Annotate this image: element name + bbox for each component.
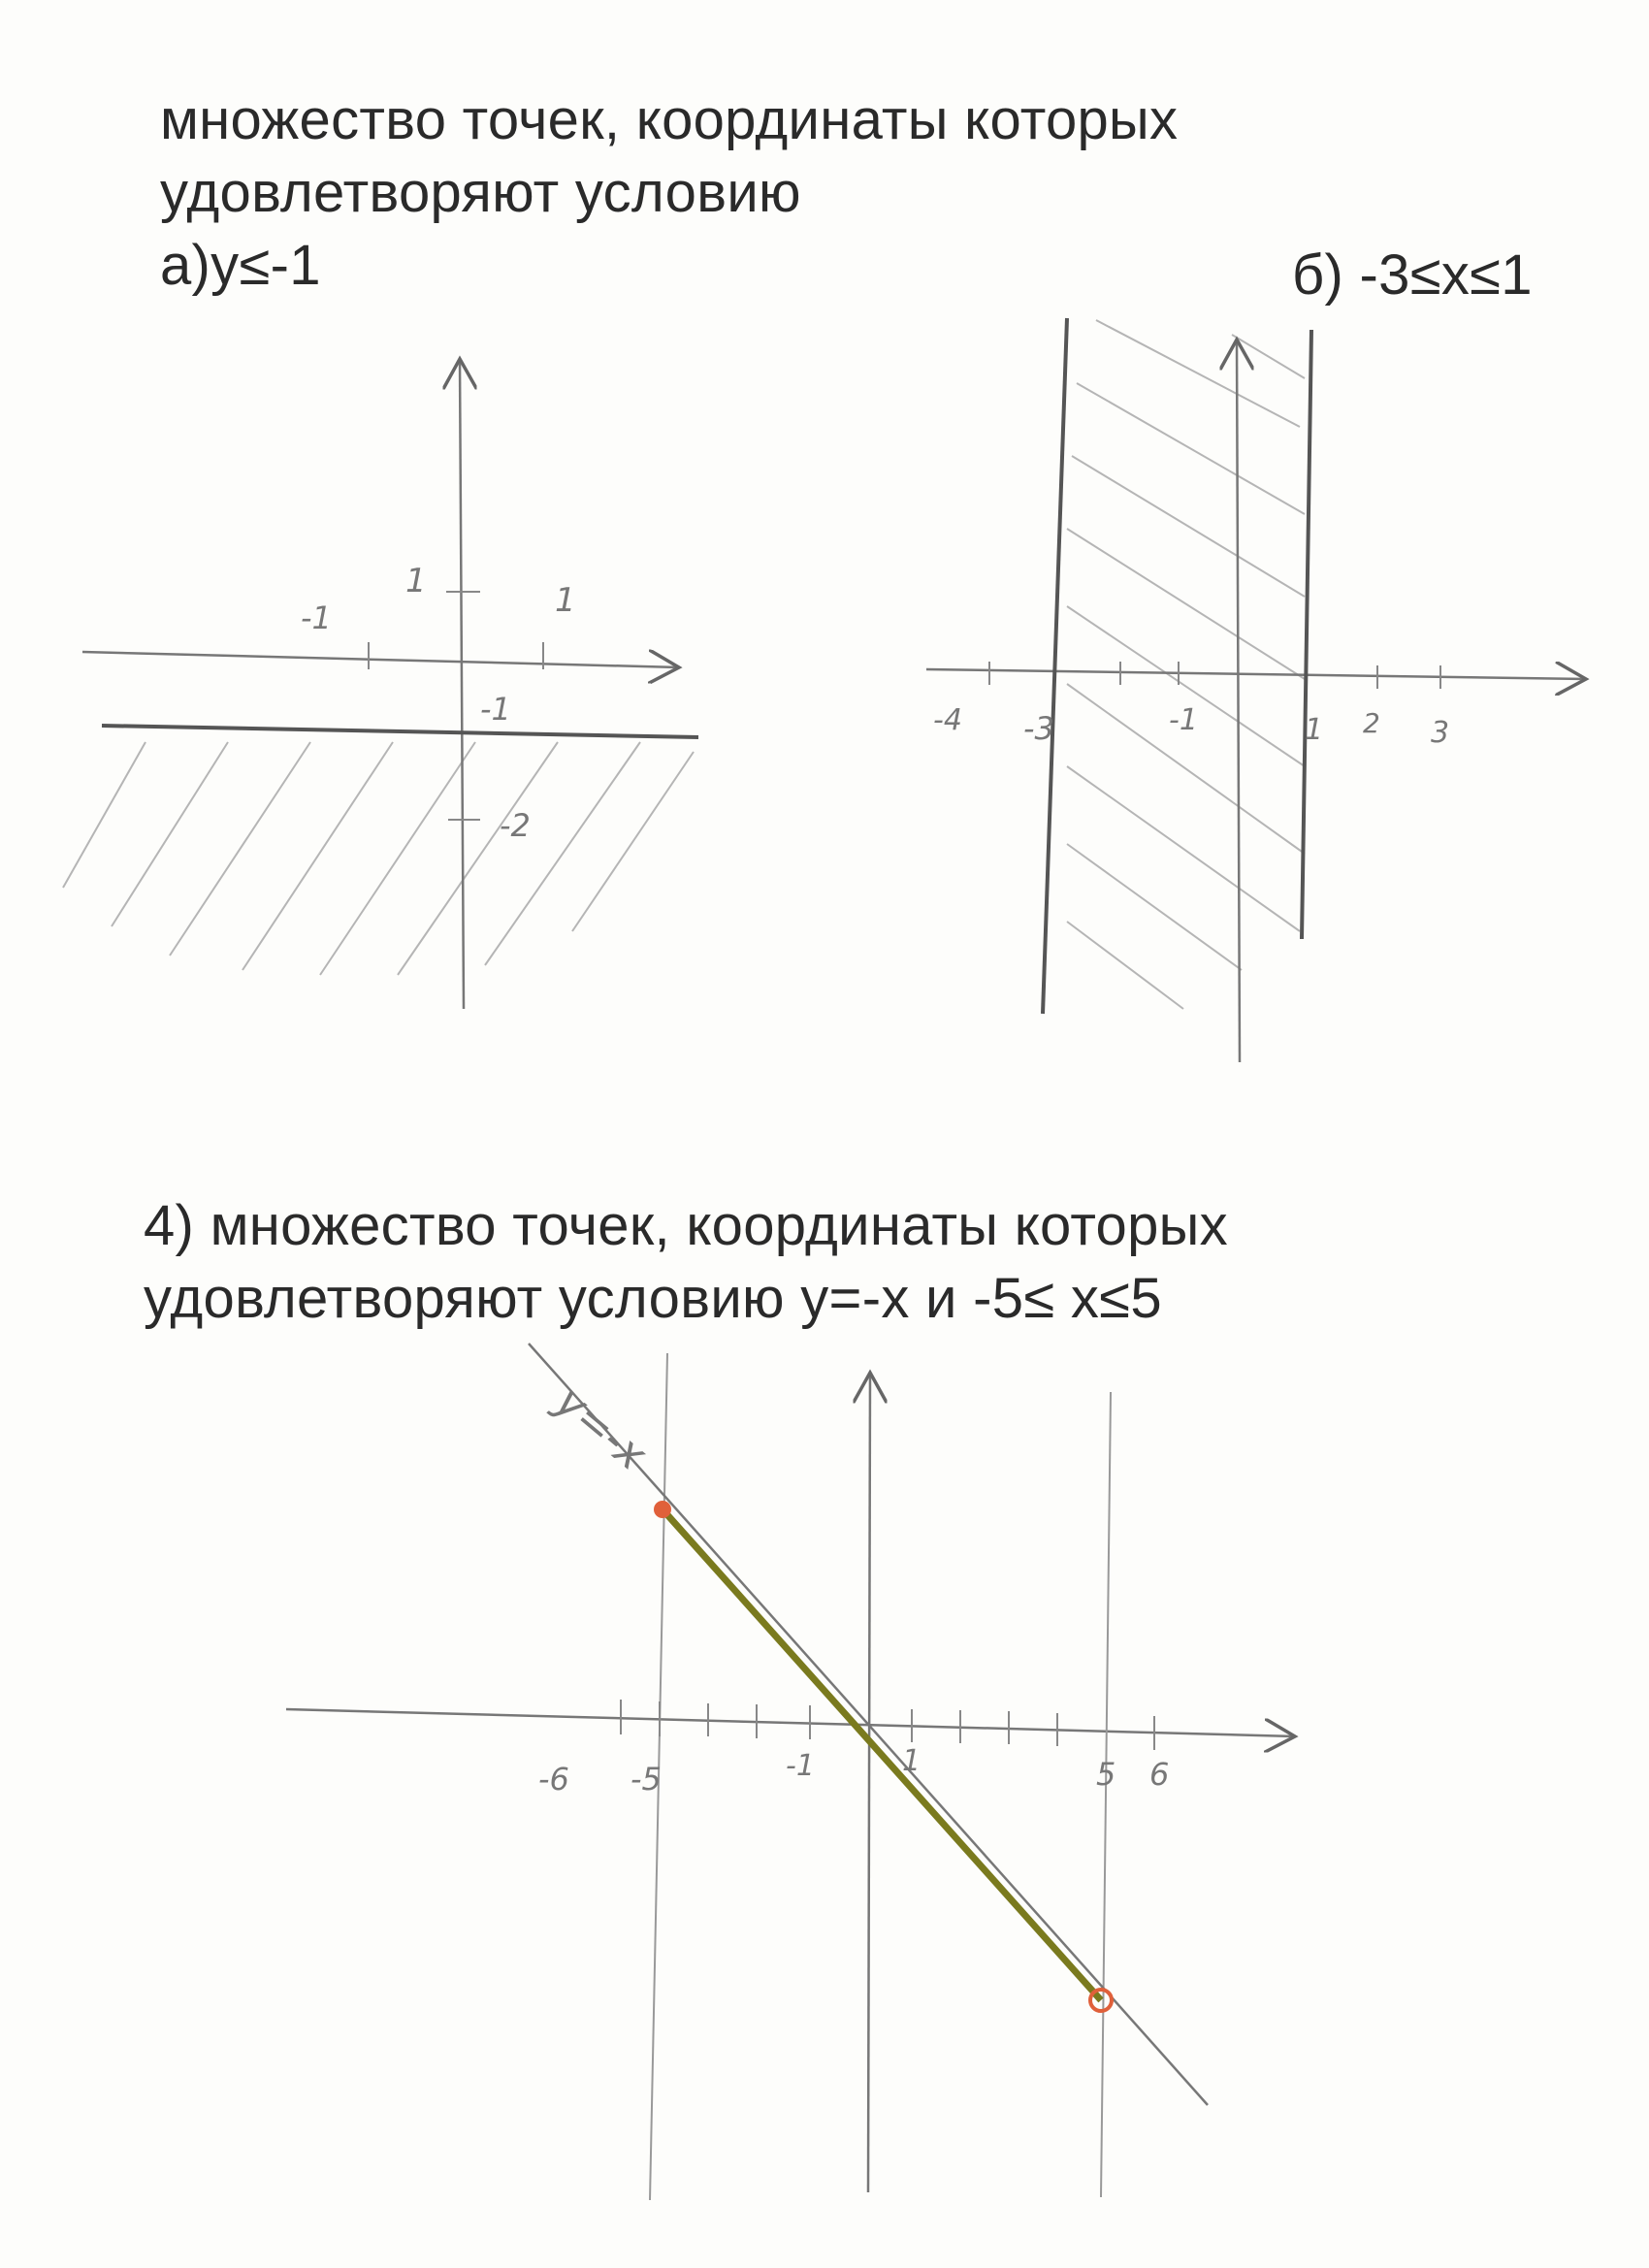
sketch-a-hatching <box>63 742 694 975</box>
sketch-b-label-x2: 2 <box>1363 707 1380 739</box>
sketch-4-line-label: y=-x <box>545 1377 657 1480</box>
sketch-4-segment <box>663 1509 1101 2000</box>
problem-4-line-2: удовлетворяют условию y=-x и -5≤ x≤5 <box>144 1267 1162 1330</box>
problem-statement-line-2: удовлетворяют условию <box>160 161 801 224</box>
sketch-b-label-x-neg4: -4 <box>933 703 962 737</box>
sketch-a-label-x-neg1: -1 <box>301 599 332 636</box>
sketch-b-hatching <box>1067 320 1305 1009</box>
sketch-b-x-axis <box>926 669 1586 679</box>
sketch-4-label-x6: 6 <box>1149 1756 1170 1793</box>
sketch-a-label-y-neg2: -2 <box>500 807 531 844</box>
sketch-a-label-y-neg1: -1 <box>480 691 511 728</box>
sketch-a-y-axis <box>460 359 464 1009</box>
sketch-b-label-x1: 1 <box>1305 713 1324 747</box>
part-b-condition: б) -3≤x≤1 <box>1292 243 1533 307</box>
sketch-b-boundary-right <box>1302 330 1311 939</box>
sketch-b-label-x3: 3 <box>1431 716 1450 750</box>
sketch-4 <box>286 1344 1295 2200</box>
sketch-4-label-x1: 1 <box>902 1744 922 1778</box>
sketch-4-label-x-neg1: -1 <box>786 1749 815 1783</box>
sketch-b-boundary-left <box>1043 318 1067 1014</box>
sketch-a-label-x1: 1 <box>555 581 576 620</box>
part-a-condition: а)y≤-1 <box>160 234 321 297</box>
problem-4-line-1: 4) множество точек, координаты которых <box>144 1194 1228 1257</box>
sketch-4-label-x-neg6: -6 <box>538 1761 569 1798</box>
sketch-4-x-axis <box>286 1709 1295 1736</box>
sketch-b-label-x-neg1: -1 <box>1169 703 1198 737</box>
sketch-4-y-axis <box>868 1373 870 2192</box>
sketch-b-label-x-neg3: -3 <box>1023 710 1054 747</box>
sketch-a-boundary-line <box>102 726 698 737</box>
sketch-4-label-x5: 5 <box>1096 1756 1116 1793</box>
sketch-a <box>63 359 698 1009</box>
sketch-b <box>926 318 1586 1062</box>
sketch-4-endpoint-left <box>654 1501 671 1518</box>
sketch-b-y-axis <box>1237 340 1240 1062</box>
sketch-a-x-axis <box>82 652 679 667</box>
sketch-a-label-y1: 1 <box>405 562 427 600</box>
problem-statement-line-1: множество точек, координаты которых <box>160 88 1179 151</box>
sketch-4-label-x-neg5: -5 <box>630 1761 662 1798</box>
sketch-4-boundary-x5 <box>1101 1392 1111 2197</box>
